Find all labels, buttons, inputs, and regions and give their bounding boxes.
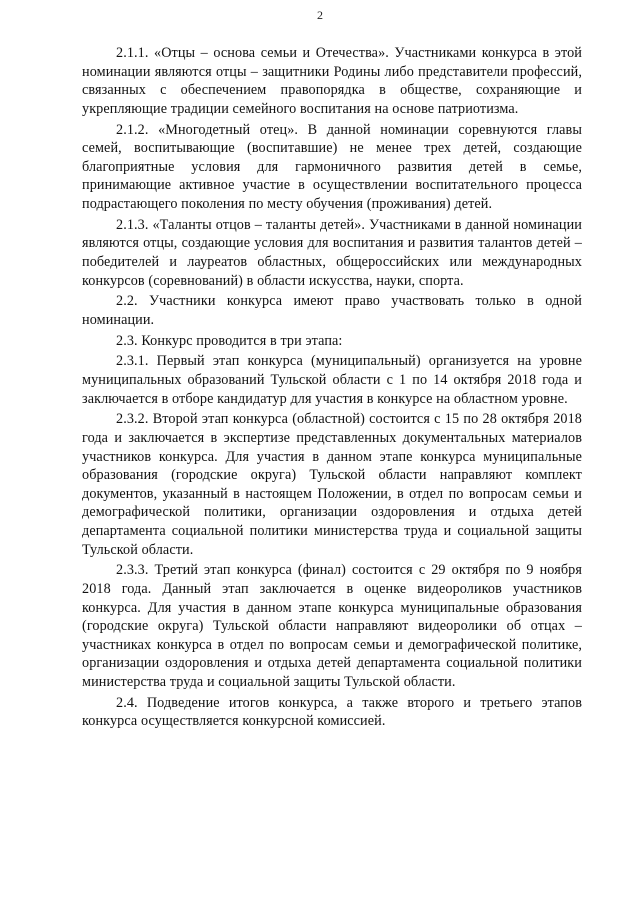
paragraph-2-1-2: 2.1.2. «Многодетный отец». В данной номинации соревнуются главы семей, воспитывающие (воспитавшие) не менее трех детей, создающие благоприятные условия для гармоничного развития детей в семье, принимающие активное участие в осуществлении воспитательного процесса подрастающего поколения по месту обучения (проживания) детей.: [82, 121, 582, 212]
paragraph-2-1-3: 2.1.3. «Таланты отцов – таланты детей». Участниками в данной номинации являются отцы, создающие условия для воспитания и развития талантов детей – победителей и лауреатов областных, общероссийских или международных конкурсов (соревнований) в области искусства, науки, спорта.: [82, 216, 582, 289]
paragraph-2-3-2: 2.3.2. Второй этап конкурса (областной) состоится с 15 по 28 октября 2018 года и заключается в экспертизе представленных документальных материалов участников конкурса. Для участия в данном этапе конкурса муниципальные образования (городские округа) Тульской области направляют комплект документов, указанный в настоящем Положении, в отдел по вопросам семьи и демографической политики, организации оздоровления и отдыха детей департамента социальной политики министерства труда и социальной защиты Тульской области.: [82, 411, 582, 558]
paragraph-2-3-1: 2.3.1. Первый этап конкурса (муниципальный) организуется на уровне муниципальных образований Тульской области с 1 по 14 октября 2018 года и заключается в отборе кандидатур для участия в конкурсе на областном уровне.: [82, 353, 582, 407]
page-number: 2: [317, 8, 323, 22]
paragraph-2-1-1: 2.1.1. «Отцы – основа семьи и Отечества». Участниками конкурса в этой номинации являются отцы – защитники Родины либо представители профессий, связанных с обеспечением правопорядка в обществе, сохраняющие и укрепляющие традиции семейного воспитания на основе патриотизма.: [82, 45, 582, 117]
document-body: [82, 44, 582, 733]
paragraph-2-3: 2.3. Конкурс проводится в три этапа:: [116, 332, 343, 349]
paragraph-2-3-3: 2.3.3. Третий этап конкурса (финал) состоится с 29 октября по 9 ноября 2018 года. Данный этап заключается в оценке видеороликов участников конкурса. Для участия в данном этапе конкурса муниципальные образования (городские округа) Тульской области направляют видеоролики об отцах – участниках конкурса в отдел по вопросам семьи и демографической политике, организации оздоровления и отдыха детей департамента социальной политики министерства труда и социальной защиты Тульской области.: [82, 562, 582, 690]
paragraph-2-2: 2.2. Участники конкурса имеют право участвовать только в одной номинации.: [82, 293, 582, 328]
paragraph-2-4: 2.4. Подведение итогов конкурса, а также второго и третьего этапов конкурса осуществляется конкурсной комиссией.: [82, 694, 582, 730]
